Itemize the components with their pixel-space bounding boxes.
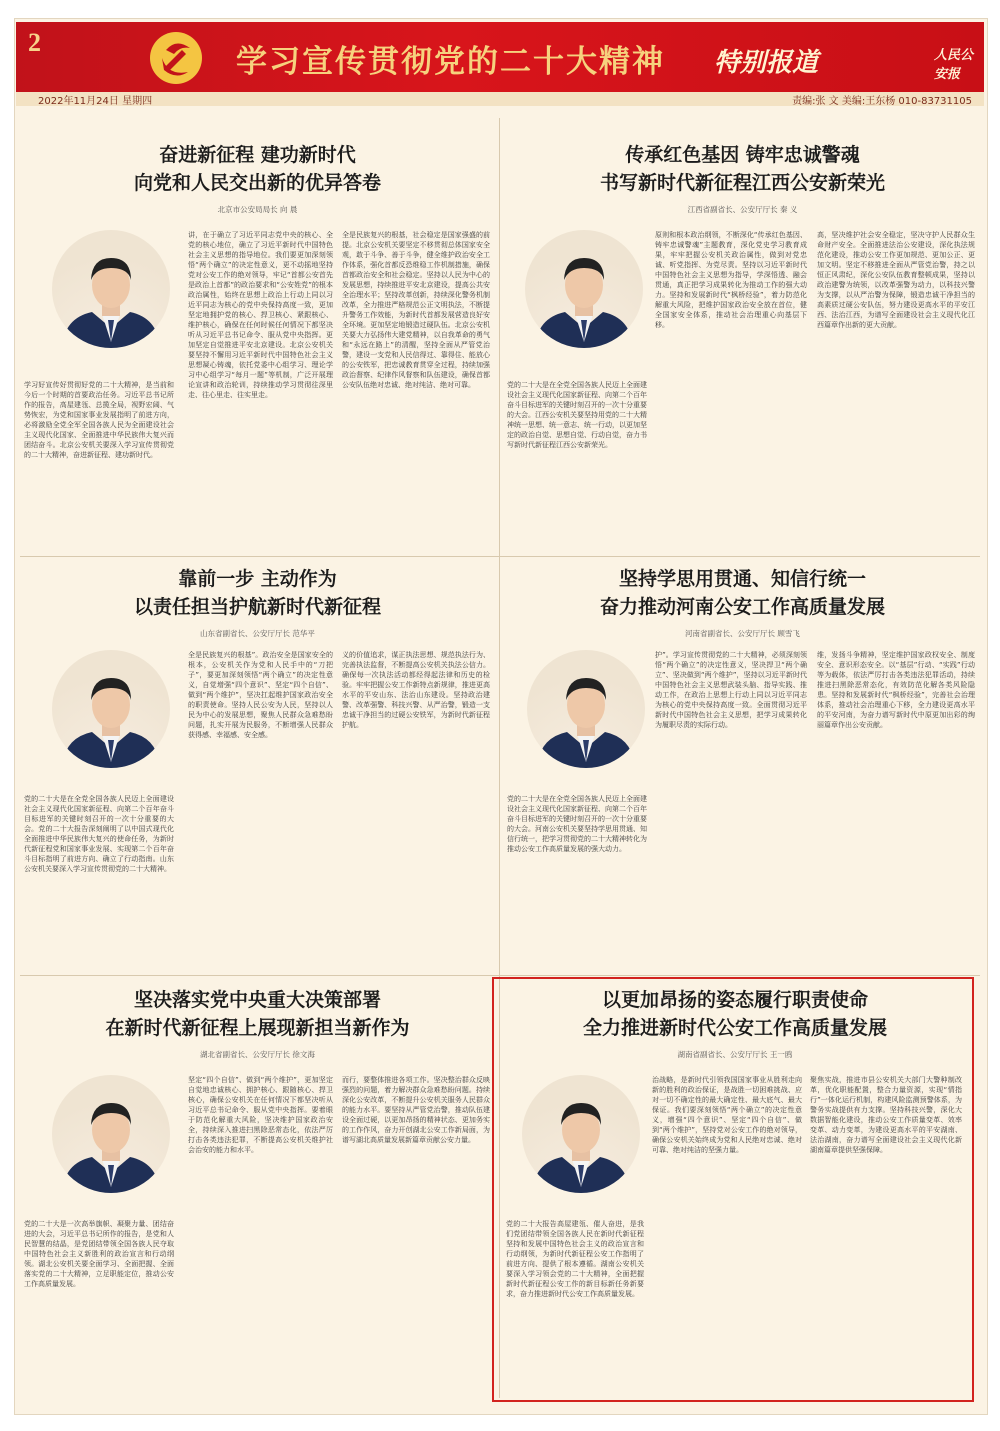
article-column: 维，发扬斗争精神，坚定维护国家政权安全、制度安全、意识形态安全。以“基层”行动、“实践”行动等为载体，依法严厉打击各类违法犯罪活动，持续推进扫黑除恶常态化，有效防范化解各类风险隐患。坚持和发展新时代“枫桥经验”，完善社会治理体系，推动社会治理重心下移，全力建设更高水平的平安河南，为奋力谱写新时代中原更加出彩的绚丽篇章作出公安贡献。	[817, 651, 975, 729]
article-lead: 学习好宣传好贯彻好党的二十大精神，是当前和今后一个时期的首要政治任务。习近平总书记所作的报告，高屋建瓴、总揽全局，视野宏阔、气势恢宏，为党和国家事业发展指明了前进方向，必将激励全党全军全国各族人民为全面建设社会主义现代化国家、全面推进中华民族伟大复兴而团结奋斗。北京公安机关要深入学习宣传贯彻党的二十大精神，奋进新征程、建功新时代。	[24, 381, 174, 459]
article-byline: 北京市公安局局长 向 晨	[217, 205, 298, 214]
article-column: 全是民族复兴的根基，社会稳定是国家强盛的前提。北京公安机关要坚定不移贯彻总体国家安全观，敢于斗争、善于斗争，健全维护政治安全工作体系，强化首都反恐维稳工作机制措施，确保首都政治安全和社会稳定。坚持以人民为中心的发展思想，持续推进平安北京建设，提高公共安全治理水平；坚持改革创新，持续深化警务机制改革，全力推进严格规范公正文明执法，不断提升警务工作效能，为新时代首都发展营造良好安全环境。更加坚定地锻造过硬队伍。北京公安机关要大力弘扬伟大建党精神，以自我革命的勇气和“永远在路上”的清醒，坚持全面从严管党治警，建设一支党和人民信得过、靠得住、能放心的公安铁军，把忠诚教育贯穿全过程，持续加强政治督察、纪律作风督察和队伍建设，确保首都公安队伍绝对忠诚、绝对纯洁、绝对可靠。	[342, 231, 490, 389]
author-photo	[522, 1075, 640, 1193]
article-headline: 传承红色基因 铸牢忠诚警魂	[625, 144, 860, 166]
article-headline: 以更加昂扬的姿态履行职责使命	[601, 989, 868, 1011]
article-headline: 坚决落实党中央重大决策部署	[133, 989, 381, 1011]
article-subheadline: 全力推进新时代公安工作高质量发展	[582, 1017, 887, 1039]
article-subheadline: 以责任担当护航新时代新征程	[133, 596, 381, 618]
article-byline: 江西省副省长、公安厅厅长 秦 义	[687, 205, 798, 214]
article-headline: 奋进新征程 建功新时代	[159, 144, 356, 166]
issue-date: 2022年11月24日 星期四	[38, 96, 153, 107]
article-subheadline: 向党和人民交出新的优异答卷	[133, 172, 381, 194]
article-byline: 河南省副省长、公安厅厅长 顾雪飞	[685, 629, 800, 638]
article-subheadline: 奋力推动河南公安工作高质量发展	[599, 596, 885, 618]
article-henan	[505, 564, 980, 969]
article-lead: 党的二十大是在全党全国各族人民迈上全面建设社会主义现代化国家新征程、向第二个百年奋斗目标进军的关键时刻召开的一次十分重要的大会。河南公安机关要坚持学思用贯通、知信行统一，把学习贯彻党的二十大精神转化为推动公安工作高质量发展的强大动力。	[507, 795, 647, 853]
article-column: 聚焦实战，推进市县公安机关大部门大警种制改革，优化职能配置，整合力量资源，实现“情指行”一体化运行机制，构建风险监测预警体系，为警务实战提供有力支撑。坚持科技兴警，深化大数据智能化建设，推动公安工作质量变革、效率变革、动力变革，为建设更高水平的平安湖南、法治湖南，奋力谱写全面建设社会主义现代化新湖南篇章提供坚强保障。	[810, 1076, 962, 1154]
date-bar	[16, 92, 984, 106]
article-beijing	[20, 140, 495, 550]
article-hubei	[20, 985, 495, 1395]
article-column: 治战略，是新时代引领我国国家事业从胜利走向新的胜利的政治保证，是战胜一切困难挑战、应对一切不确定性的最大确定性、最大底气、最大保证。我们要深刻领悟“两个确立”的决定性意义，增强“四个意识”、坚定“四个自信”、做到“两个维护”，坚持党对公安工作的绝对领导，确保公安机关始终成为党和人民绝对忠诚、绝对可靠、绝对纯洁的坚强力量。	[652, 1076, 802, 1154]
author-photo	[525, 230, 643, 348]
party-emblem-icon	[146, 28, 206, 88]
article-column: 义的价值追求，谋正执法思想、规范执法行为、完善执法监督，不断提高公安机关执法公信力。确保每一次执法活动都经得起法律和历史的检验。牢牢把握公安工作新特点新规律，推进更高水平的平安山东、法治山东建设。坚持政治建警、改革强警、科技兴警、从严治警，锻造一支忠诚干净担当的过硬公安铁军，为新时代新征程护航。	[342, 651, 490, 729]
row-divider	[20, 975, 980, 976]
article-headline: 坚持学思用贯通、知信行统一	[618, 568, 866, 590]
article-byline: 湖南省副省长、公安厅厅长 王一鸥	[677, 1050, 793, 1059]
article-lead: 党的二十大报告高屋建瓴、催人奋进，是我们党团结带领全国各族人民在新时代新征程坚持和发展中国特色社会主义的政治宣言和行动纲领，为新时代新征程公安工作指明了前进方向、提供了根本遵循。湖南公安机关要深入学习领会党的二十大精神，全面把握新时代新征程公安工作的新目标新任务新要求，奋力推进新时代公安工作高质量发展。	[506, 1220, 644, 1298]
page-number: 2	[28, 28, 41, 57]
article-column: 讲，在于确立了习近平同志党中央的核心、全党的核心地位，确立了习近平新时代中国特色社会主义思想的指导地位。我们要更加深刻领悟“两个确立”的决定性意义，更不动摇地坚持党对公安工作的绝对领导，牢记“首都公安首先是政治上首都”的政治要求和“公安姓党”的根本政治属性，始终在思想上政治上行动上同以习近平同志为核心的党中央保持高度一致，更加坚定地拥护党的核心、捍卫核心、紧跟核心、维护核心，确保在任何时候任何情况下都坚决听从习近平总书记命令、服从党中央指挥。更加坚定自觉推进平安北京建设。北京公安机关要坚持不懈用习近平新时代中国特色社会主义思想凝心铸魂，依托党委中心组学习、理论学习中心组学习“每月一题”等机制，广泛开展理论宣讲和政治轮训，持续推动学习贯彻往深里走、往心里走、往实里走。	[188, 231, 333, 399]
article-column: 高，坚决维护社会安全稳定，坚决守护人民群众生命财产安全。全面推进法治公安建设，深化执法规范化建设，推动公安工作更加规范、更加公正、更加文明。坚定不移推进全面从严管党治警，持之以恒正风肃纪，深化公安队伍教育整顿成果，坚持以政治建警为统领，以改革强警为动力，以科技兴警为支撑，以从严治警为保障，锻造忠诚干净担当的高素质过硬公安队伍，努力建设更高水平的平安江西、法治江西，为谱写全面建设社会主义现代化江西篇章作出新的更大贡献。	[817, 231, 975, 329]
article-column: 坚定“四个自信”、做到“两个维护”，更加坚定自觉地忠诚核心、拥护核心、跟随核心、捍卫核心，确保公安机关在任何情况下都坚决听从习近平总书记命令、服从党中央指挥。要着眼于防范化解重大风险，坚决维护国家政治安全，持续深入推进扫黑除恶常态化，依法严厉打击各类违法犯罪，不断提高公安机关维护社会治安的能力和水平。	[188, 1076, 333, 1154]
special-report-label: 特别报道	[714, 48, 819, 78]
article-shandong	[20, 564, 495, 969]
author-photo	[52, 230, 170, 348]
row-divider	[20, 556, 980, 557]
author-photo	[52, 1075, 170, 1193]
article-headline: 靠前一步 主动作为	[178, 568, 337, 590]
article-column: 而行，要整体推进各项工作。坚决整治群众反映强烈的问题，着力解决群众急难愁盼问题。持续深化公安改革，不断提升公安机关服务人民群众的能力水平。要坚持从严管党治警，推动队伍建设全面过硬，以更加昂扬的精神状态、更加务实的工作作风，奋力开创湖北公安工作新局面，为谱写湖北高质量发展新篇章贡献公安力量。	[342, 1076, 490, 1144]
article-lead: 党的二十大是在全党全国各族人民迈上全面建设社会主义现代化国家新征程、向第二个百年奋斗目标进军的关键时刻召开的一次十分重要的大会。党的二十大报告深刻阐明了以中国式现代化全面推进中华民族伟大复兴的使命任务，为新时代新征程党和国家事业发展、实现第二个百年奋斗目标指明了前进方向、确立了行动指南。山东公安机关要深入学习宣传贯彻党的二十大精神。	[24, 795, 174, 873]
article-jiangxi	[505, 140, 980, 550]
article-byline: 湖北省副省长、公安厅厅长 徐文海	[200, 1050, 315, 1059]
editor-info: 责编:张 文 美编:王东杨 010-83731105	[792, 96, 972, 107]
author-photo	[527, 650, 645, 768]
author-photo	[52, 650, 170, 768]
masthead-title: 学习宣传贯彻党的二十大精神	[236, 44, 665, 80]
article-column: 护”。学习宣传贯彻党的二十大精神，必须深刻领悟“两个确立”的决定性意义，坚决捍卫“两个确立”、坚决做到“两个维护”，坚持以习近平新时代中国特色社会主义思想武装头脑、指导实践、推动工作，在政治上思想上行动上同以习近平同志为核心的党中央保持高度一致。全面贯彻习近平新时代中国特色社会主义思想，把学习成果转化为履职尽责的实际行动。	[655, 651, 807, 729]
masthead	[16, 22, 984, 92]
article-column: 全是民族复兴的根基”。政治安全是国家安全的根本，公安机关作为党和人民手中的“刀把子”，要更加深刻领悟“两个确立”的决定性意义，自觉增强“四个意识”、坚定“四个自信”、做到“两个维护”，坚决扛起维护国家政治安全的职责使命。坚持人民公安为人民，坚持以人民为中心的发展思想，聚焦人民群众急难愁盼问题，扎实开展为民服务，不断增强人民群众获得感、幸福感、安全感。	[188, 651, 333, 739]
article-subheadline: 书写新时代新征程江西公安新荣光	[599, 172, 885, 194]
newspaper-logo: 人民公安报	[934, 48, 974, 82]
article-column: 原则和根本政治纲领，不断深化“传承红色基因、铸牢忠诚警魂”主题教育，深化党史学习教育成果，牢牢把握公安机关政治属性，做到对党忠诚、听党指挥、为党尽责。坚持以习近平新时代中国特色社会主义思想为指导，学深悟透、融会贯通，真正把学习成果转化为推动工作的强大动力。坚持和发展新时代“枫桥经验”，着力防范化解重大风险，把维护国家政治安全放在首位，健全国家安全体系，推动社会治理重心向基层下移。	[655, 231, 807, 329]
article-subheadline: 在新时代新征程上展现新担当新作为	[105, 1017, 410, 1039]
article-byline: 山东省副省长、公安厅厅长 范华平	[200, 629, 315, 638]
article-hunan	[500, 985, 970, 1395]
article-lead: 党的二十大是在全党全国各族人民迈上全面建设社会主义现代化国家新征程、向第二个百年奋斗目标进军的关键时刻召开的一次十分重要的大会。江西公安机关要坚持用党的二十大精神统一思想、统一意志、统一行动，以更加坚定的政治自觉、思想自觉、行动自觉，奋力书写新时代新征程江西公安新荣光。	[507, 381, 647, 449]
article-lead: 党的二十大是一次高举旗帜、凝聚力量、团结奋进的大会，习近平总书记所作的报告，是党和人民智慧的结晶，是党团结带领全国各族人民夺取中国特色社会主义新胜利的政治宣言和行动纲领。湖北公安机关要全面学习、全面把握、全面落实党的二十大精神，立足职能定位，推动公安工作高质量发展。	[24, 1220, 174, 1288]
